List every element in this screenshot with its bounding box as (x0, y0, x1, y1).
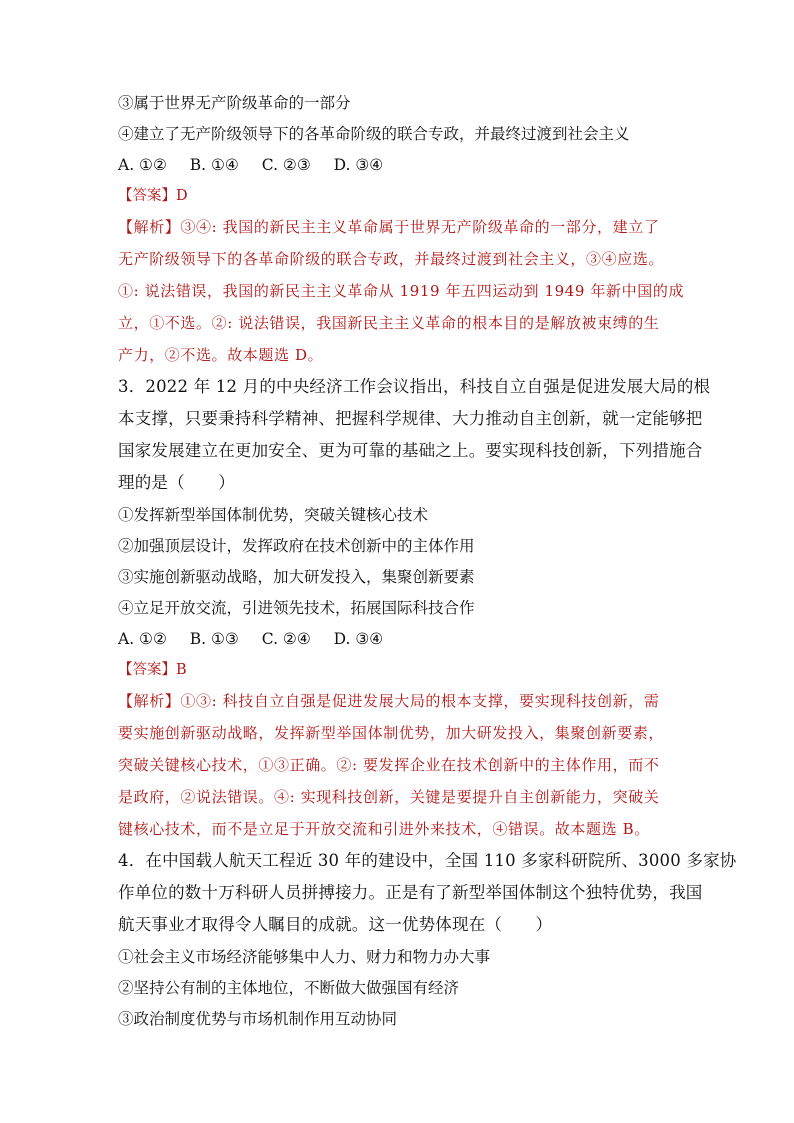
explanation-line: 【解析】①③: 科技自立自强是促进发展大局的根本支撑，要实现科技创新，需 (118, 692, 660, 710)
question-stem-line: 3．2022 年 12 月的中央经济工作会议指出，科技自立自强是促进发展大局的根 (118, 377, 711, 396)
question-2-continuation (118, 92, 688, 376)
explanation-line: 产力，②不选。故本题选 D。 (118, 346, 324, 364)
option-b: B. ①④ (189, 156, 239, 174)
option-a: A. ①② (118, 156, 167, 174)
option-c: C. ②③ (261, 156, 311, 174)
choice-item: ④建立了无产阶级领导下的各革命阶级的联合专政，并最终过渡到社会主义 (118, 125, 630, 143)
question-3 (118, 376, 711, 850)
explanation-line: ①: 说法错误，我国的新民主主义革命从 1919 年五四运动到 1949 年新中国的成 (118, 282, 685, 300)
question-stem-line: 航天事业才取得令人瞩目的成就。这一优势体现在（ ） (118, 915, 553, 934)
explanation-line: 【解析】③④: 我国的新民主主义革命属于世界无产阶级革命的一部分，建立了 (118, 218, 660, 236)
choice-item: ①社会主义市场经济能够集中人力、财力和物力办大事 (118, 948, 491, 966)
option-c: C. ②④ (261, 630, 311, 648)
explanation (118, 690, 688, 850)
question-stem-line: 作单位的数十万科研人员拼搏接力。正是有了新型举国体制这个独特优势，我国 (118, 883, 703, 902)
option-a: A. ①② (118, 630, 167, 648)
option-d: D. ③④ (333, 630, 384, 648)
choice-item: ②坚持公有制的主体地位，不断做大做强国有经济 (118, 979, 460, 997)
option-b: B. ①③ (189, 630, 239, 648)
explanation (118, 216, 688, 376)
choice-item: ②加强顶层设计，发挥政府在技术创新中的主体作用 (118, 537, 475, 555)
question-stem-line: 4．在中国载人航天工程近 30 年的建设中，全国 110 多家科研院所、3000 多家协 (118, 851, 737, 870)
question-4 (118, 850, 737, 1039)
explanation-line: 立，①不选。②: 说法错误，我国新民主主义革命的根本目的是解放被束缚的生 (118, 314, 660, 332)
options-row (118, 154, 688, 185)
choice-item: ④立足开放交流，引进领先技术，拓展国际科技合作 (118, 599, 475, 617)
question-stem-line: 理的是（ ） (118, 473, 235, 492)
answer-label: 【答案】B (118, 662, 187, 678)
answer-label: 【答案】D (118, 188, 188, 204)
explanation-line: 无产阶级领导下的各革命阶级的联合专政，并最终过渡到社会主义，③④应选。 (118, 250, 665, 268)
choice-item: ①发挥新型举国体制优势，突破关键核心技术 (118, 506, 429, 524)
explanation-line: 是政府，②说法错误。④: 实现科技创新，关键是要提升自主创新能力，突破关 (118, 788, 660, 806)
question-stem-line: 本支撑，只要秉持科学精神、把握科学规律、大力推动自主创新，就一定能够把 (118, 409, 703, 428)
options-row (118, 628, 688, 659)
explanation-line: 突破关键核心技术，①③正确。②: 要发挥企业在技术创新中的主体作用，而不 (118, 756, 660, 774)
option-d: D. ③④ (333, 156, 384, 174)
choice-item: ③实施创新驱动战略，加大研发投入，集聚创新要素 (118, 568, 475, 586)
explanation-line: 要实施创新驱动战略，发挥新型举国体制优势，加大研发投入，集聚创新要素， (118, 724, 665, 742)
choice-item: ③政治制度优势与市场机制作用互动协同 (118, 1010, 398, 1028)
choice-item: ③属于世界无产阶级革命的一部分 (118, 94, 351, 112)
question-stem-line: 国家发展建立在更加安全、更为可靠的基础之上。要实现科技创新，下列措施合 (118, 441, 703, 460)
explanation-line: 键核心技术，而不是立足于开放交流和引进外来技术，④错误。故本题选 B。 (118, 820, 650, 838)
document-page (118, 92, 737, 1039)
